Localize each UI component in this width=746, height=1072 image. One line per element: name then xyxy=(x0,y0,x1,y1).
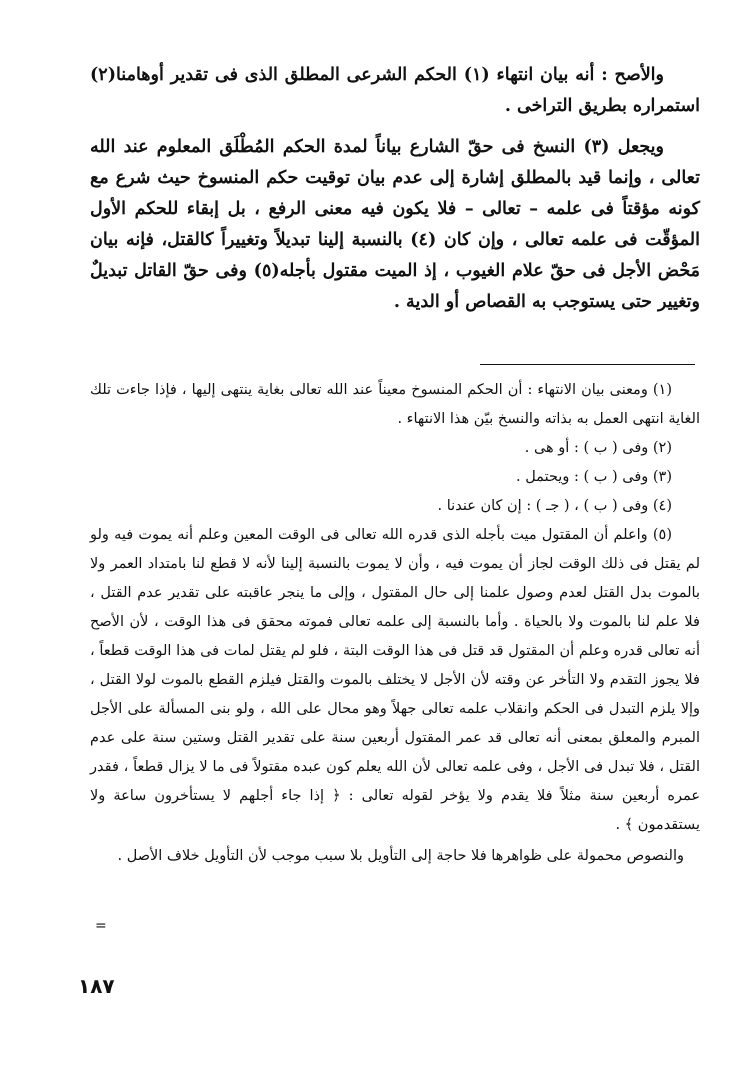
footnote-5: (٥) واعلم أن المقتول ميت بأجله الذى قدره الله تعالى فى الوقت المعين وعلم أنه يموت فيه ولو لم يقتل فى ذلك الوقت لجاز أن يموت فيه ، وأن لا يموت بالنسبة إلينا لأنه لا قطع لنا بامتداد العمر ولا بالموت بدل القتل لعدم وصول علمنا إلى حال المقتول ، وإلى ما ينجر عاقبته على تقدير عدم القتل ، فلا علم لنا بالموت ولا بالحياة . وأما بالنسبة إلى علمه تعالى فموته محقق فى هذا الوقت ، لأن الأصح أنه تعالى قدره وعلم أن المقتول قد قتل فى هذا الوقت البتة ، فلو لم يقتل لمات فى هذا الوقت قطعاً ، فلا يجوز التقدم ولا التأخر عن وقته لأن الأجل لا يختلف بالموت والقتل فيلزم القطع بالموت لولا القتل ، وإلا يلزم التبدل فى الحكم وانقلاب علمه تعالى جهلاً وهو محال على الله ، ولو بنى المسألة على الأجل المبرم والمعلق بمعنى أنه تعالى قد عمر المقتول أربعين سنة على تقدير القتل وستين سنة على عدم القتل ، فلا تبدل فى الأجل ، وفى علمه تعالى لأن الله يعلم كون عبده مقتولاً فى ما لا يزال قطعاً ، فقدر عمره أربعين سنة مثلاً فلا يقدم ولا يؤخر لقوله تعالى : ﴿ إذا جاء أجلهم لا يستأخرون ساعة ولا يستقدمون ﴾ . xyxy=(90,527,700,833)
footnote-2: (٢) وفى ( ب ) : أو هى . xyxy=(524,440,672,456)
footnote-4: (٤) وفى ( ب ) ، ( جـ ) : إن كان عندنا . xyxy=(437,498,672,514)
footnote-3: (٣) وفى ( ب ) : ويحتمل . xyxy=(515,469,672,485)
paragraph-definition: والأصح : أنه بيان انتهاء (١) الحكم الشرعى المطلق الذى فى تقدير أوهامنا(٢) استمراره بطريق التراخى . xyxy=(90,65,700,116)
main-text xyxy=(90,60,700,318)
footnote-separator xyxy=(480,364,695,365)
footnote-5-continuation: والنصوص محمولة على ظواهرها فلا حاجة إلى التأويل بلا سبب موجب لأن التأويل خلاف الأصل . xyxy=(117,848,684,864)
page-number: ١٨٧ xyxy=(78,974,115,998)
continuation-mark: = xyxy=(95,918,107,934)
paragraph-naskh-explanation: ويجعل (٣) النسخ فى حقّ الشارع بياناً لمدة الحكم المُطْلَق المعلوم عند الله تعالى ، وإنما قيد بالمطلق إشارة إلى عدم بيان توقيت حكم المنسوخ حيث شرع مع كونه مؤقتاً فى علمه – تعالى – فلا يكون فيه معنى الرفع ، بل إبقاء للحكم الأول المؤقّت فى علمه تعالى ، وإن كان (٤) بالنسبة إلينا تبديلاً وتغييراً كالقتل، فإنه بيان مَحْض الأجل فى حقّ علام الغيوب ، إذ الميت مقتول بأجله(٥) وفى حقّ القاتل تبديلٌ وتغيير حتى يستوجب به القصاص أو الدية . xyxy=(90,137,700,312)
footnote-1: (١) ومعنى بيان الانتهاء : أن الحكم المنسوخ معيناً عند الله تعالى بغاية ينتهى إليها ، فإذا جاءت تلك الغاية انتهى العمل به بذاته والنسخ بيّن هذا الانتهاء . xyxy=(90,382,700,427)
footnotes xyxy=(90,376,700,871)
